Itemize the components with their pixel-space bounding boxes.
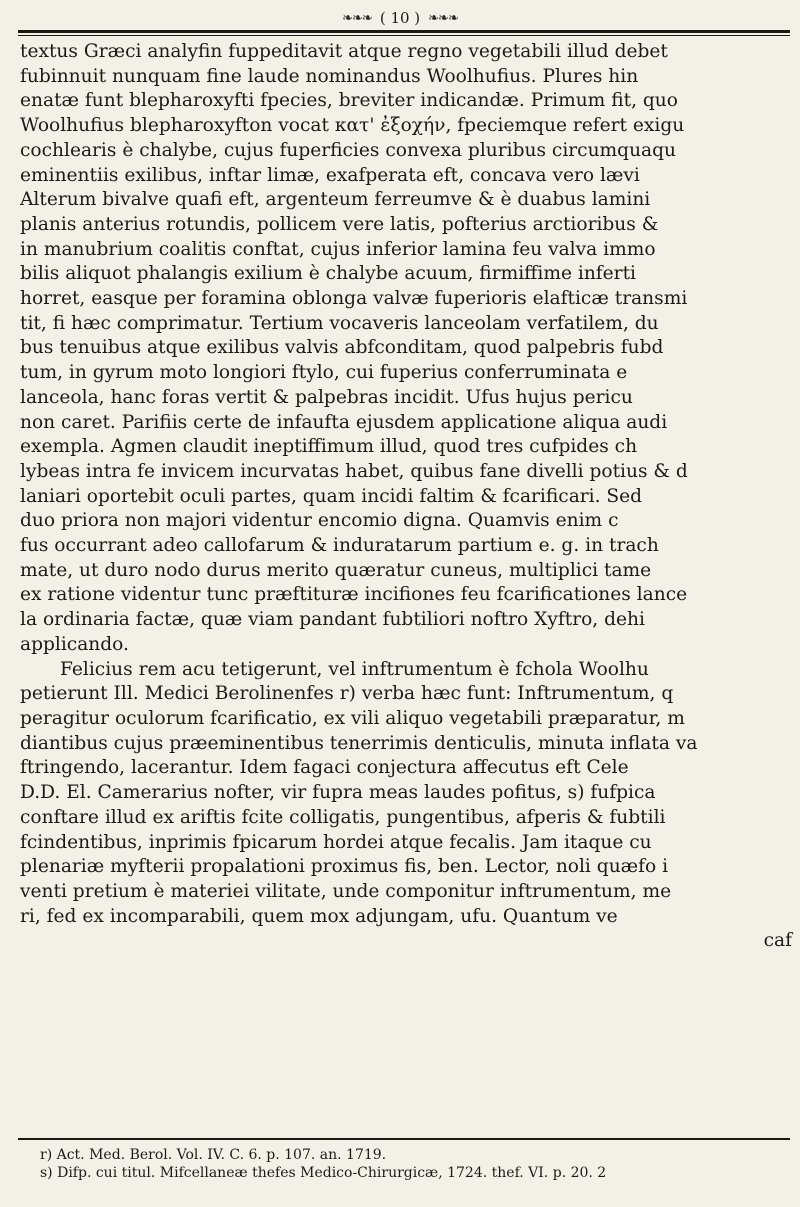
text-line: laniari oportebit oculi partes, quam incidi faltim & fcarificari. Sed <box>20 485 643 507</box>
footnote: r) Act. Med. Berol. Vol. IV. C. 6. p. 107. an. 1719. <box>40 1147 387 1163</box>
text-line: eminentiis exilibus, inftar limæ, exafperata eft, concava vero lævi <box>20 164 640 186</box>
text-line: cochlearis è chalybe, cujus fuperficies convexa pluribus circumquaqu <box>20 139 677 161</box>
text-line: caf <box>763 930 792 952</box>
page-number: ( 10 ) <box>379 9 421 27</box>
text-line: tit, fi hæc comprimatur. Tertium vocaveris lanceolam verfatilem, du <box>20 312 659 334</box>
text-line: duo priora non majori videntur encomio digna. Quamvis enim c <box>20 510 619 532</box>
text-line: applicando. <box>20 633 129 655</box>
ornament-left-icon: ❧❧❧ <box>342 10 372 26</box>
text-line: la ordinaria factæ, quæ viam pandant fubtiliori noftro Xyftro, dehi <box>20 609 645 631</box>
footnote: s) Difp. cui titul. Mifcellaneæ thefes Medico-Chirurgicæ, 1724. thef. VI. p. 20. 2 <box>40 1165 607 1181</box>
text-line: Alterum bivalve quafi eft, argenteum ferreumve & è duabus lamini <box>20 189 651 211</box>
text-line: ri, fed ex incomparabili, quem mox adjungam, ufu. Quantum ve <box>20 905 618 927</box>
text-line: exempla. Agmen claudit ineptiffimum illud, quod tres cufpides ch <box>20 436 638 458</box>
text-line: venti pretium è materiei vilitate, unde componitur inftrumentum, me <box>20 880 672 902</box>
text-line: diantibus cujus præeminentibus tenerrimis denticulis, minuta inflata va <box>20 732 698 754</box>
running-header <box>0 6 800 30</box>
text-line: fcindentibus, inprimis fpicarum hordei atque fecalis. Jam itaque cu <box>20 831 652 853</box>
footnotes <box>40 1146 796 1182</box>
text-line: ftringendo, lacerantur. Idem fagaci conjectura affecutus eft Cele <box>20 757 629 779</box>
text-line: bilis aliquot phalangis exilium è chalybe acuum, firmiffime inferti <box>20 263 636 285</box>
ornament-right-icon: ❧❧❧ <box>428 10 458 26</box>
text-line: non caret. Parifiis certe de infaufta ejusdem applicatione aliqua audi <box>20 411 668 433</box>
text-line: lybeas intra fe invicem incurvatas habet, quibus fane divelli potius & d <box>20 460 688 482</box>
text-line: enatæ funt blepharoxyfti fpecies, breviter indicandæ. Primum fit, quo <box>20 90 678 112</box>
header-rule <box>18 30 790 36</box>
text-line: petierunt Ill. Medici Berolinenfes r) verba hæc funt: Inftrumentum, q <box>20 683 674 705</box>
text-line: conftare illud ex ariftis fcite colligatis, pungentibus, afperis & fubtili <box>20 806 666 828</box>
text-line: lanceola, hanc foras vertit & palpebras incidit. Ufus hujus pericu <box>20 386 633 408</box>
text-line: tum, in gyrum moto longiori ftylo, cui fuperius conferruminata e <box>20 362 628 384</box>
text-line: peragitur oculorum fcarificatio, ex vili aliquo vegetabili præparatur, m <box>20 707 685 729</box>
text-line: Felicius rem acu tetigerunt, vel inftrumentum è fchola Woolhu <box>60 658 649 680</box>
text-line: bus tenuibus atque exilibus valvis abfconditam, quod palpebris fubd <box>20 337 664 359</box>
text-line: in manubrium coalitis conftat, cujus inferior lamina feu valva immo <box>20 238 656 260</box>
text-line: textus Græci analyfin fuppeditavit atque regno vegetabili illud debet <box>20 41 668 62</box>
text-line: ex ratione videntur tunc præftituræ incifiones feu fcarificationes lance <box>20 584 688 606</box>
text-line: planis anterius rotundis, pollicem vere latis, pofterius arctioribus & <box>20 213 659 235</box>
text-line: Woolhufius blepharoxyfton vocat κατ' ἐξοχήν, fpeciemque refert exigu <box>20 115 685 137</box>
text-line: plenariæ myfterii propalationi proximus fis, ben. Lector, noli quæfo i <box>20 856 669 878</box>
text-line: D.D. El. Camerarius nofter, vir fupra meas laudes pofitus, s) fufpica <box>20 782 656 804</box>
main-text <box>20 40 796 1040</box>
text-line: mate, ut duro nodo durus merito quæratur cuneus, multiplici tame <box>20 559 652 581</box>
text-line: fubinnuit nunquam fine laude nominandus Woolhufius. Plures hin <box>20 65 639 87</box>
text-line: horret, easque per foramina oblonga valvæ fuperioris elafticæ transmi <box>20 288 688 310</box>
footnote-rule <box>18 1138 790 1140</box>
text-line: fus occurrant adeo callofarum & induratarum partium e. g. in trach <box>20 535 659 557</box>
